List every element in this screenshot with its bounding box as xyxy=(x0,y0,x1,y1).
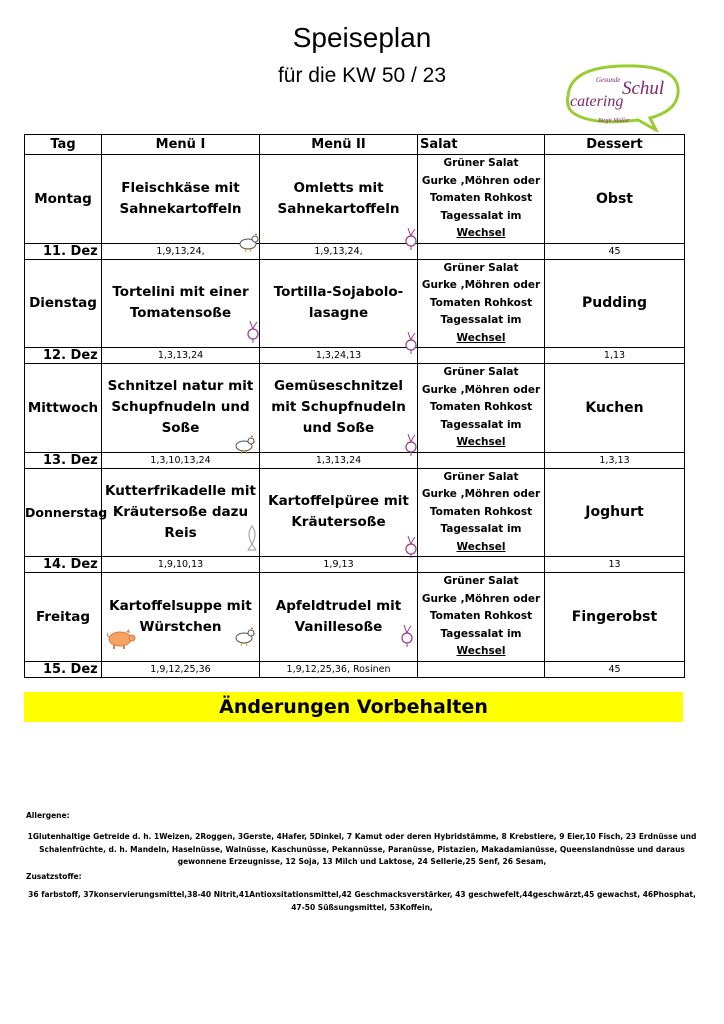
column-header-dessert: Dessert xyxy=(545,135,685,155)
menu2-dish-text: Apfeldtrudel mit Vanillesoße xyxy=(275,597,402,635)
salad-cell xyxy=(418,364,545,453)
menu1-dish-text: Kartoffelsuppe mit Würstchen xyxy=(109,597,252,635)
salad-line: Tomaten Rohkost xyxy=(429,505,533,518)
menu-table xyxy=(24,134,685,678)
codes-row-thursday xyxy=(25,557,685,573)
column-header-menu1: Menü I xyxy=(102,135,260,155)
menu2-allergen-codes: 1,9,12,25,36, Rosinen xyxy=(260,661,418,677)
salad-line: Wechsel xyxy=(456,331,506,344)
menu2-dish xyxy=(260,364,418,453)
dessert-cell: Joghurt xyxy=(545,468,685,557)
dessert-allergen-codes: 1,3,13 xyxy=(545,452,685,468)
beetroot-icon xyxy=(404,228,418,250)
salad-cell xyxy=(418,573,545,662)
menu1-allergen-codes: 1,9,10,13 xyxy=(102,557,260,573)
allergens-list: 1Glutenhaltige Getreide d. h. 1Weizen, 2Roggen, 3Gerste, 4Hafer, 5Dinkel, 7 Kamut oder deren Hybridstämme, 8 Krebstiere, 9 Eier,10 Fisch, 23 Erdnüsse und Schalenfrüchte, d. h. Mandeln, Haselnüsse, Walnüsse, Kaschunüsse, Pekannüsse, Paranüsse, Pistazien, Makadamianüsse, Queenslandnüsse und daraus gewonnene Erzeugnisse, 12 Soja, 13 Milch und Laktose, 24 Sellerie,25 Senf, 26 Sesam, xyxy=(27,832,697,866)
salad-line: Grüner Salat xyxy=(443,470,519,483)
menu1-dish-text: Schnitzel natur mit Schupfnudeln und Soße xyxy=(107,378,254,437)
salad-line: Gurke ,Möhren oder xyxy=(421,488,541,500)
menu2-dish-text: Kartoffelpüree mit Kräutersoße xyxy=(268,493,409,531)
salad-line: Tagessalat im xyxy=(440,314,522,326)
salad-line: Tagessalat im xyxy=(440,627,522,640)
column-header-day: Tag xyxy=(25,135,102,155)
logo-text-brand1: Schul xyxy=(622,78,665,99)
day-name: Dienstag xyxy=(25,259,102,348)
chicken-icon xyxy=(232,626,256,646)
menu1-dish-text: Tortelini mit einer Tomatensoße xyxy=(112,284,249,322)
menu1-allergen-codes: 1,3,10,13,24 xyxy=(102,452,260,468)
allergens-heading: Allergene: xyxy=(26,811,70,820)
menu2-dish xyxy=(260,573,418,662)
school-catering-logo xyxy=(560,60,682,132)
header-row xyxy=(25,135,685,155)
salad-allergen-codes xyxy=(418,243,545,259)
beetroot-icon xyxy=(404,332,418,354)
fish-icon xyxy=(244,524,260,552)
salad-line: Wechsel xyxy=(456,227,506,239)
menu2-dish xyxy=(260,155,418,244)
dessert-cell: Kuchen xyxy=(545,364,685,453)
salad-line: Wechsel xyxy=(456,540,506,553)
day-name: Montag xyxy=(25,155,102,244)
dessert-cell: Fingerobst xyxy=(545,573,685,662)
beetroot-icon xyxy=(400,624,414,648)
menu2-dish-text: Omletts mit Sahnekartoffeln xyxy=(277,179,400,217)
menu2-allergen-codes: 1,3,13,24 xyxy=(260,452,418,468)
salad-cell xyxy=(418,155,545,244)
salad-line: Gurke ,Möhren oder xyxy=(421,383,541,396)
beetroot-icon xyxy=(246,320,260,344)
salad-line: Wechsel xyxy=(456,645,506,657)
beetroot-icon xyxy=(404,434,418,456)
salad-line: Gurke ,Möhren oder xyxy=(421,592,541,605)
menu1-dish xyxy=(102,155,260,244)
day-date: 15. Dez xyxy=(25,661,102,677)
day-name: Mittwoch xyxy=(25,364,102,453)
salad-line: Tomaten Rohkost xyxy=(429,610,533,622)
salad-allergen-codes xyxy=(418,661,545,677)
day-date: 14. Dez xyxy=(25,557,102,573)
salad-line: Grüner Salat xyxy=(443,366,519,378)
menu2-dish xyxy=(260,468,418,557)
dessert-allergen-codes: 1,13 xyxy=(545,348,685,364)
day-name: Donnerstag xyxy=(25,468,102,557)
codes-row-friday xyxy=(25,661,685,677)
menu1-dish-text: Fleischkäse mit Sahnekartoffeln xyxy=(119,179,242,217)
column-header-menu2: Menü II xyxy=(260,135,418,155)
page-title: Speiseplan xyxy=(292,22,432,53)
salad-allergen-codes xyxy=(418,557,545,573)
pig-icon xyxy=(106,628,136,650)
salad-line: Tagessalat im xyxy=(440,523,522,535)
menu1-dish xyxy=(102,468,260,557)
day-name: Freitag xyxy=(25,573,102,662)
codes-row-monday xyxy=(25,243,685,259)
changes-reserved-banner: Änderungen Vorbehalten xyxy=(24,692,683,722)
salad-line: Tagessalat im xyxy=(440,418,522,431)
dessert-cell: Obst xyxy=(545,155,685,244)
salad-line: Grüner Salat xyxy=(443,261,519,274)
menu2-dish xyxy=(260,259,418,348)
menu2-allergen-codes: 1,9,13,24, xyxy=(260,243,418,259)
menu2-allergen-codes: 1,9,13 xyxy=(260,557,418,573)
additives-heading: Zusatzstoffe: xyxy=(26,872,82,881)
logo-text-top: Gesunde xyxy=(596,76,621,84)
salad-allergen-codes xyxy=(418,348,545,364)
salad-line: Gurke ,Möhren oder xyxy=(421,279,541,291)
salad-line: Grüner Salat xyxy=(443,575,519,587)
day-row-monday xyxy=(25,155,685,244)
salad-line: Tomaten Rohkost xyxy=(429,296,533,309)
codes-row-wednesday xyxy=(25,452,685,468)
salad-line: Gurke ,Möhren oder xyxy=(421,174,541,187)
dessert-allergen-codes: 45 xyxy=(545,661,685,677)
menu2-allergen-codes: 1,3,24,13 xyxy=(260,348,418,364)
menu1-dish-text: Kutterfrikadelle mit Kräutersoße dazu Reis xyxy=(105,482,256,541)
menu1-allergen-codes: 1,9,13,24, xyxy=(102,243,260,259)
day-row-thursday xyxy=(25,468,685,557)
page-subtitle: für die KW 50 / 23 xyxy=(277,64,447,87)
day-date: 11. Dez xyxy=(25,243,102,259)
salad-cell xyxy=(418,468,545,557)
chicken-icon xyxy=(232,434,256,454)
menu2-dish-text: Tortilla-Sojabolo-lasagne xyxy=(273,284,404,322)
day-date: 13. Dez xyxy=(25,452,102,468)
menu1-allergen-codes: 1,3,13,24 xyxy=(102,348,260,364)
day-row-tuesday xyxy=(25,259,685,348)
salad-allergen-codes xyxy=(418,452,545,468)
day-row-wednesday xyxy=(25,364,685,453)
additives-list: 36 farbstoff, 37konservierungsmittel,38-40 Nitrit,41Antioxsitationsmittel,42 Geschmacksverstärker, 43 geschwefelt,44geschwärzt,45 gewachst, 46Phosphat, 47-50 Süßsungsmittel, 53Koffein, xyxy=(28,890,696,912)
salad-line: Grüner Salat xyxy=(443,157,519,169)
chicken-icon xyxy=(236,232,260,252)
menu2-dish-text: Gemüseschnitzel mit Schupfnudeln und Soße xyxy=(271,378,406,437)
beetroot-icon xyxy=(404,536,418,558)
salad-line: Tomaten Rohkost xyxy=(429,192,533,204)
logo-text-brand2: catering xyxy=(570,93,624,110)
logo-text-owner: Birgit Müller xyxy=(598,118,630,124)
dessert-allergen-codes: 13 xyxy=(545,557,685,573)
dessert-cell: Pudding xyxy=(545,259,685,348)
menu1-allergen-codes: 1,9,12,25,36 xyxy=(102,661,260,677)
salad-line: Tagessalat im xyxy=(440,209,522,222)
column-header-salad: Salat xyxy=(418,135,545,155)
menu1-dish xyxy=(102,259,260,348)
codes-row-tuesday xyxy=(25,348,685,364)
salad-cell xyxy=(418,259,545,348)
dessert-allergen-codes: 45 xyxy=(545,243,685,259)
salad-line: Wechsel xyxy=(456,436,506,448)
day-date: 12. Dez xyxy=(25,348,102,364)
salad-line: Tomaten Rohkost xyxy=(429,401,533,413)
